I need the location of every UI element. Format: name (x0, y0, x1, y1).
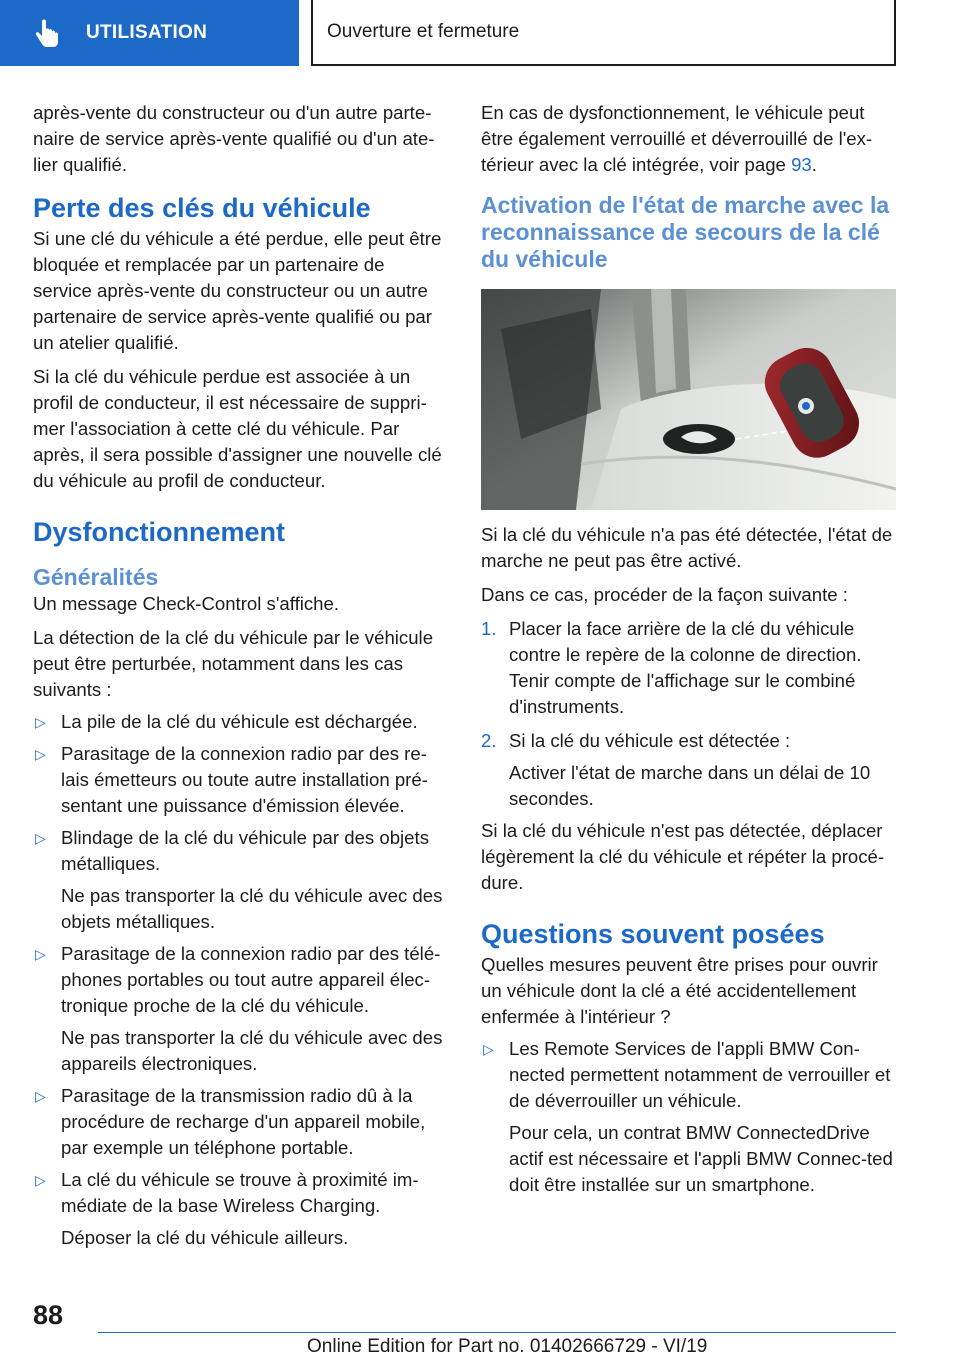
list-item-text: Parasitage de la transmission radio dû à la procédure de recharge d'un appareil mobile, par exemple un téléphone portable. (61, 1085, 426, 1158)
bullet-triangle-icon: ▷ (35, 746, 46, 762)
list-item-text: Parasitage de la connexion radio par des re-lais émetteurs ou toute autre installation pré-sentant une puissance d'émission élevée. (61, 743, 428, 816)
page-number: 88 (33, 1300, 64, 1330)
hand-pointer-icon (30, 17, 64, 51)
list-item (33, 941, 448, 1077)
paragraph-general-1: Un message Check-Control s'affiche. (33, 593, 340, 614)
bullet-triangle-icon: ▷ (35, 1172, 46, 1188)
chapter-title: Ouverture et fermeture (327, 21, 520, 42)
footer-divider (98, 1332, 896, 1333)
list-item-text: Parasitage de la connexion radio par des télé-phones portables ou tout autre appareil élec-tronique proche de la clé du véhicule. (61, 943, 441, 1016)
bullet-triangle-icon: ▷ (35, 830, 46, 846)
heading-general: Généralités (33, 564, 159, 590)
step-number: 1. (481, 618, 497, 639)
footer-edition: Online Edition for Part no. 01402666729 - VI/19 (307, 1336, 708, 1357)
list-item (33, 709, 448, 735)
list-item-text: La clé du véhicule se trouve à proximité im-médiate de la base Wireless Charging. (61, 1169, 419, 1216)
list-item (481, 616, 896, 720)
list-item-note: Pour cela, un contrat BMW ConnectedDrive actif est nécessaire et l'appli BMW Connec-ted doit être installée sur un smartphone. (509, 1122, 893, 1195)
list-item (33, 1167, 448, 1251)
heading-activation: Activation de l'état de marche avec la reconnaissance de secours de la clé du véhicule (481, 192, 890, 272)
paragraph-general-2: La détection de la clé du véhicule par le véhicule peut être perturbée, notamment dans les cas suivants : (33, 627, 434, 700)
list-item-note: Ne pas transporter la clé du véhicule avec des objets métalliques. (61, 885, 443, 932)
intro-paragraph: après-vente du constructeur ou d'un autre parte-naire de service après-vente qualifié ou d'un ate-lier qualifié. (33, 102, 435, 175)
list-item (481, 728, 896, 812)
bullet-triangle-icon: ▷ (35, 714, 46, 730)
paragraph-retry: Si la clé du véhicule n'est pas détectée, déplacer légèrement la clé du véhicule et répéter la procé-dure. (481, 820, 885, 893)
list-item-note: Ne pas transporter la clé du véhicule avec des appareils électroniques. (61, 1027, 443, 1074)
paragraph-lost-1: Si une clé du véhicule a été perdue, elle peut être bloquée et remplacée par un partenaire de service après-vente du constructeur ou un autre partenaire de service après-vente qualifié ou par un atelier qualifié. (33, 228, 442, 353)
paragraph-procedure-intro: Dans ce cas, procéder de la façon suivante : (481, 584, 848, 605)
paragraph-period: . (811, 154, 817, 175)
header-section-tab (0, 0, 299, 66)
heading-malfunction: Dysfonctionnement (33, 517, 286, 547)
left-column (33, 100, 448, 1251)
page-reference-link[interactable]: 93 (791, 154, 812, 175)
list-item-note: Déposer la clé du véhicule ailleurs. (61, 1227, 349, 1248)
list-item-text: Blindage de la clé du véhicule par des objets métalliques. (61, 827, 429, 874)
right-column (481, 100, 896, 1198)
section-title: UTILISATION (86, 22, 208, 43)
step-text: Si la clé du véhicule est détectée : (509, 730, 791, 751)
header-chapter-box (311, 0, 896, 66)
bullet-triangle-icon: ▷ (483, 1041, 494, 1057)
paragraph-text: En cas de dysfonctionnement, le véhicule peut être également verrouillé et déverrouillé de l'ex-térieur avec la clé intégrée, voir page (481, 102, 873, 175)
paragraph-not-detected-info: Si la clé du véhicule n'a pas été détectée, l'état de marche ne peut pas être activé. (481, 524, 893, 571)
heading-faq: Questions souvent posées (481, 919, 825, 949)
list-item (33, 825, 448, 935)
list-item (33, 1083, 448, 1161)
step-note: Activer l'état de marche dans un délai de 10 secondes. (509, 762, 871, 809)
bullet-triangle-icon: ▷ (35, 946, 46, 962)
paragraph-faq-question: Quelles mesures peuvent être prises pour ouvrir un véhicule dont la clé a été accidentellement enfermée à l'intérieur ? (481, 954, 878, 1027)
list-item (481, 1036, 896, 1198)
list-item (33, 741, 448, 819)
paragraph-lost-2: Si la clé du véhicule perdue est associée à un profil de conducteur, il est nécessaire de suppri-mer l'association à cette clé du véhicule. Par après, il sera possible d'assigner une nouvelle clé du véhicule au profil de conducteur. (33, 366, 442, 491)
list-item-text: Les Remote Services de l'appli BMW Con-nected permettent notamment de verrouiller et de déverrouiller un véhicule. (509, 1038, 891, 1111)
step-number: 2. (481, 730, 497, 751)
bullet-triangle-icon: ▷ (35, 1088, 46, 1104)
list-item-text: La pile de la clé du véhicule est déchargée. (61, 711, 418, 732)
steering-column-key-photo (481, 289, 896, 510)
heading-lost-keys: Perte des clés du véhicule (33, 193, 371, 223)
step-text: Placer la face arrière de la clé du véhicule contre le repère de la colonne de direction. Tenir compte de l'affichage sur le combiné d'instruments. (509, 618, 862, 717)
paragraph-integrated-key (481, 100, 896, 178)
